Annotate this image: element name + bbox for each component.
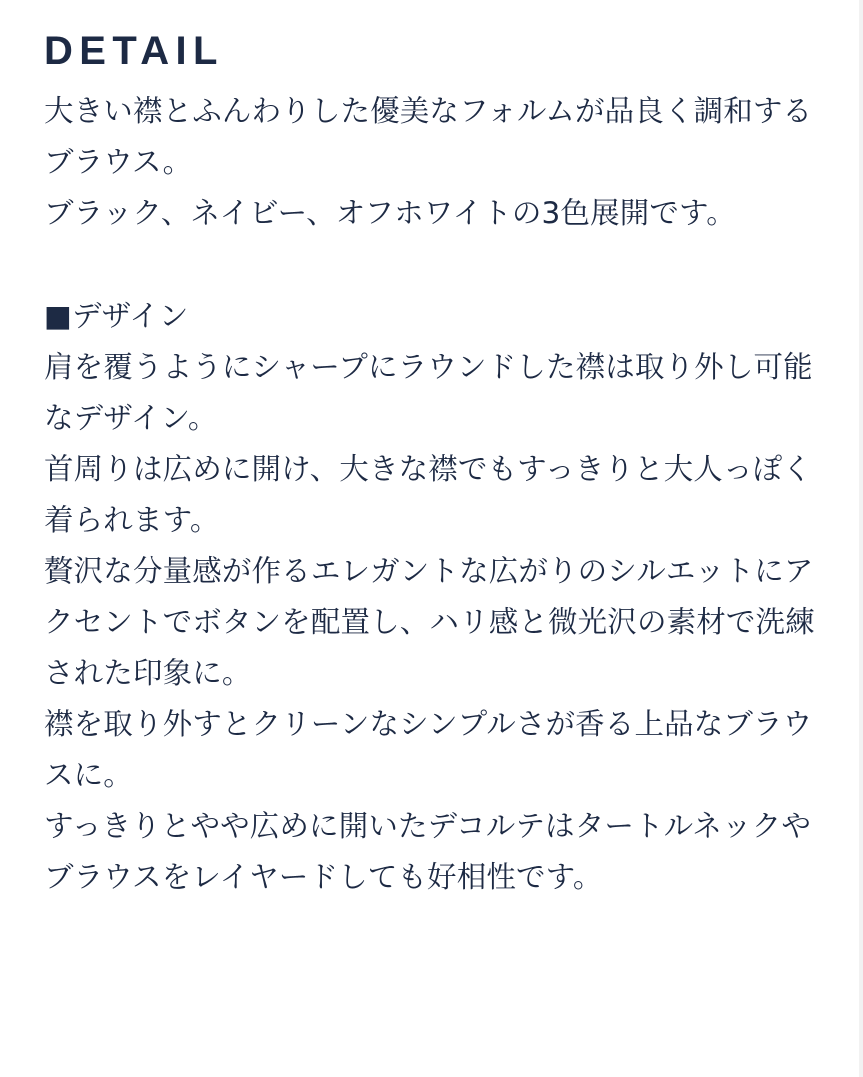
intro-paragraph-2: ブラック、ネイビー、オフホワイトの3色展開です。 — [44, 196, 736, 231]
design-paragraph-3: 贅沢な分量感が作るエレガントな広がりのシルエットにアクセントでボタンを配置し、ハリ感と微光沢の素材で洗練された印象に。 — [44, 554, 815, 691]
section-spacer — [44, 239, 819, 291]
design-paragraph-5: すっきりとやや広めに開いたデコルテはタートルネックやブラウスをレイヤードしても好相性です。 — [44, 809, 812, 895]
intro-paragraph-1: 大きい襟とふんわりした優美なフォルムが品良く調和するブラウス。 — [44, 94, 813, 180]
page-title: DETAIL — [44, 29, 224, 73]
section-heading-design: ■デザイン — [44, 299, 189, 334]
design-paragraph-1: 肩を覆うようにシャープにラウンドした襟は取り外し可能なデザイン。 — [44, 350, 813, 436]
design-paragraph-2: 首周りは広めに開け、大きな襟でもすっきりと大人っぽく着られます。 — [44, 452, 812, 538]
design-paragraph-4: 襟を取り外すとクリーンなシンプルさが香る上品なブラウスに。 — [44, 707, 813, 793]
page-right-edge — [859, 0, 863, 1077]
